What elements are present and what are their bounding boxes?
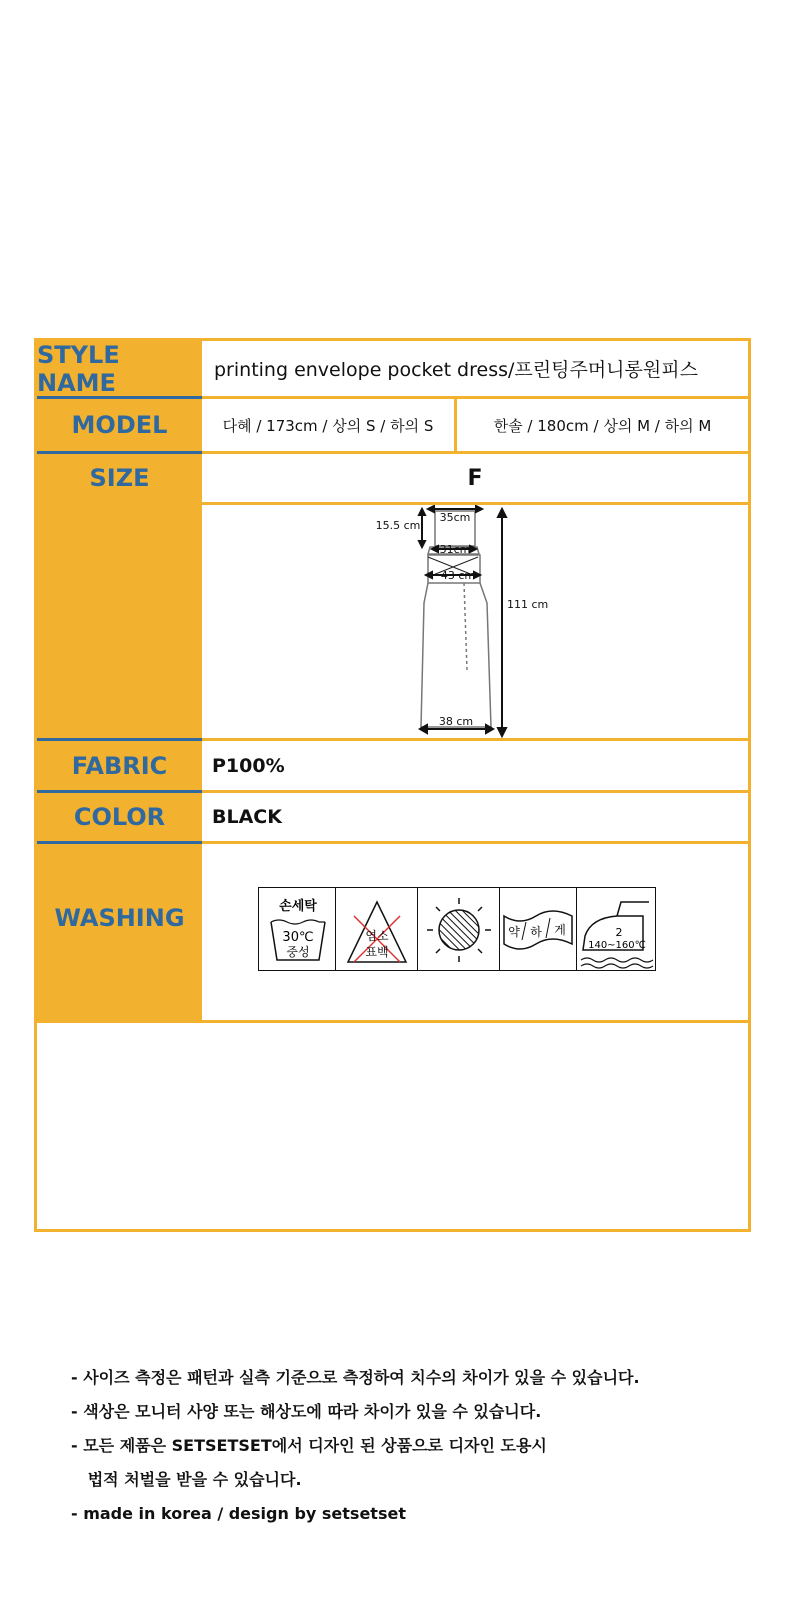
bleach-line-1: 염소 (365, 929, 389, 943)
iron-temp: 140~160℃ (588, 940, 646, 951)
model-value-1: 다혜 / 173cm / 상의 S / 하의 S (222, 416, 434, 435)
iron-icon (576, 887, 656, 971)
size-row (37, 454, 748, 502)
size-diagram-row (37, 505, 748, 738)
wring-char-2: 하 (530, 925, 542, 939)
handwash-icon (258, 887, 336, 971)
washing-label: WASHING (37, 844, 202, 1020)
style-name-label: STYLE NAME (37, 341, 202, 396)
shade-dry-icon (417, 887, 500, 971)
waist-label: 31cm (439, 543, 471, 556)
handwash-title: 손세탁 (279, 899, 317, 914)
notes-section (71, 1361, 731, 1531)
fabric-label: FABRIC (37, 741, 202, 790)
care-icons (258, 887, 656, 971)
product-info-table (34, 338, 751, 1523)
gentle-wring-icon (499, 887, 577, 971)
dress-measurement-diagram (202, 505, 748, 738)
style-name-row (37, 341, 748, 396)
color-row (37, 793, 748, 841)
no-chlorine-bleach-icon (335, 887, 418, 971)
note-line: - 색상은 모니터 사양 또는 해상도에 따라 차이가 있을 수 있습니다. (71, 1402, 542, 1421)
iron-level: 2 (615, 926, 623, 939)
pocket-label: 43 cm (440, 569, 476, 582)
top-height-label: 15.5 cm (375, 519, 421, 532)
color-value: BLACK (212, 806, 282, 828)
note-line: 법적 처벌을 받을 수 있습니다. (71, 1470, 302, 1489)
length-label: 111 cm (507, 598, 549, 611)
note-line: - made in korea / design by setsetset (71, 1504, 406, 1523)
fabric-row (37, 741, 748, 790)
style-name-value: printing envelope pocket dress/프린팅주머니롱원피스 (214, 359, 698, 381)
note-line: - 모든 제품은 SETSETSET에서 디자인 된 상품으로 디자인 도용시 (71, 1436, 547, 1455)
model-row (37, 399, 748, 451)
handwash-temp: 30℃ (282, 930, 314, 945)
size-label: SIZE (37, 454, 202, 502)
wring-char-3: 게 (554, 923, 566, 937)
bleach-line-2: 표백 (365, 945, 389, 959)
wring-char-1: 약 (508, 925, 520, 939)
model-value-2: 한솔 / 180cm / 상의 M / 하의 M (493, 416, 712, 435)
note-line: - 사이즈 측정은 패턴과 실측 기준으로 측정하여 치수의 차이가 있을 수 있습니다. (71, 1368, 640, 1387)
dress-skirt (421, 583, 491, 727)
model-label: MODEL (37, 399, 202, 451)
color-label: COLOR (37, 793, 202, 841)
diagram-label-cell (37, 505, 202, 738)
fabric-value: P100% (212, 754, 285, 777)
hem-label: 38 cm (438, 715, 474, 728)
top-width-label: 35cm (439, 511, 471, 524)
size-value: F (467, 465, 483, 491)
divider (37, 1020, 748, 1023)
handwash-detergent: 중성 (286, 945, 310, 959)
